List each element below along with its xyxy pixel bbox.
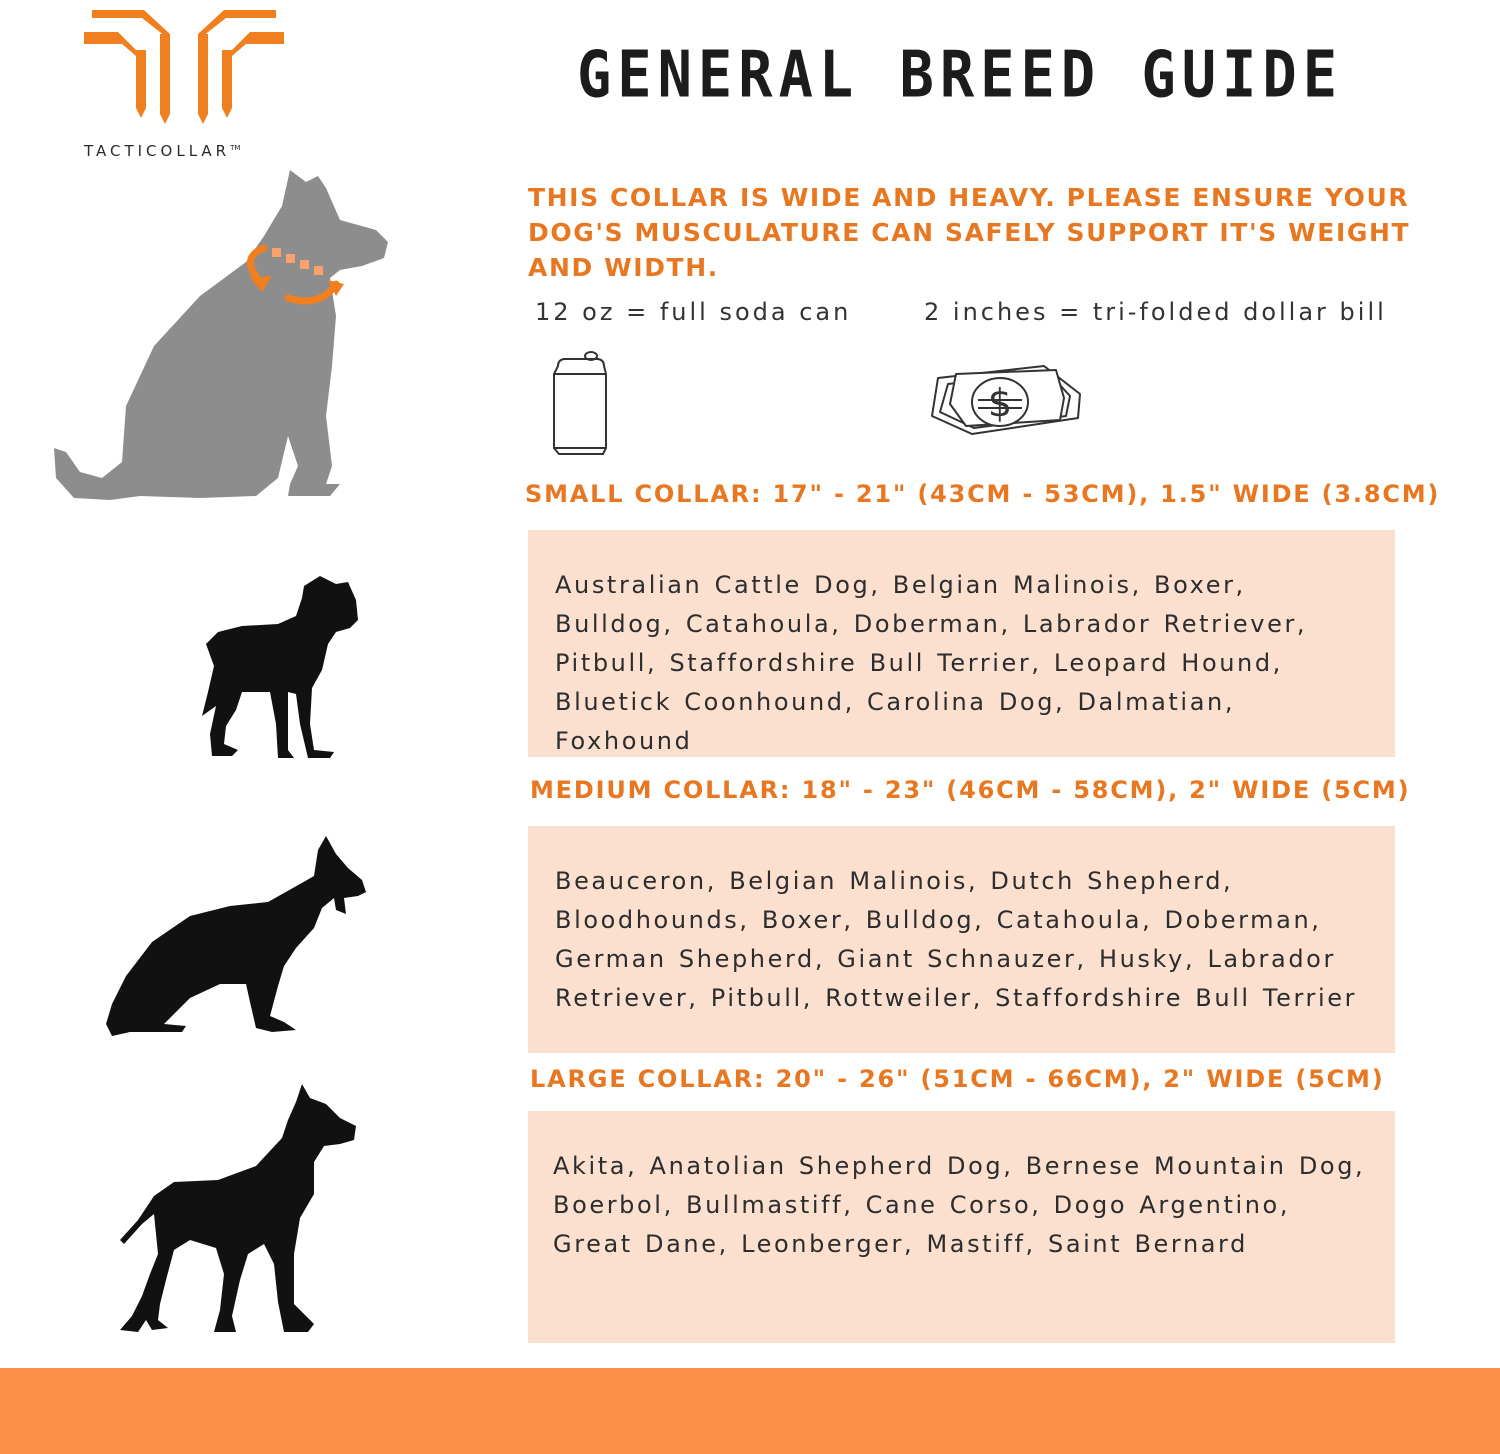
medium-collar-breed-box (528, 826, 1395, 1053)
sitting-dog-with-collar-icon (50, 166, 390, 502)
width-comparison: 2 inches = tri-folded dollar bill (924, 298, 1387, 326)
medium-collar-heading: MEDIUM COLLAR: 18" - 23" (46CM - 58CM), 2" WIDE (5CM) (530, 776, 1411, 804)
small-collar-breed-box (528, 530, 1395, 757)
large-collar-heading: LARGE COLLAR: 20" - 26" (51CM - 66CM), 2" WIDE (5CM) (530, 1065, 1385, 1093)
large-collar-breed-box (528, 1111, 1395, 1343)
weight-comparison: 12 oz = full soda can (535, 298, 852, 326)
large-collar-breeds: Akita, Anatolian Shepherd Dog, Bernese Mountain Dog, Boerbol, Bullmastiff, Cane Corso, Dogo Argentino, Great Dane, Leonberger, Mastiff, Saint Bernard (553, 1152, 1366, 1258)
small-collar-breeds: Australian Cattle Dog, Belgian Malinois, Boxer, Bulldog, Catahoula, Doberman, Labrador Retriever, Pitbull, Staffordshire Bull Terrier, Leopard Hound, Bluetick Coonhound, Carolina Dog, Dalmatian, Foxhound (555, 571, 1308, 755)
great-dane-silhouette-icon (118, 1084, 358, 1336)
tacticollar-logo-icon (84, 4, 284, 126)
german-shepherd-silhouette-icon (100, 836, 370, 1038)
folded-dollar-bill-icon (928, 364, 1086, 440)
boxer-silhouette-icon (196, 574, 361, 758)
footer-bar (0, 1368, 1500, 1454)
brand-name: TACTICOLLAR™ (84, 142, 241, 160)
page-title: GENERAL BREED GUIDE (576, 38, 1344, 112)
weight-warning: THIS COLLAR IS WIDE AND HEAVY. PLEASE ENSURE YOUR DOG'S MUSCULATURE CAN SAFELY SUPPORT IT'S WEIGHT AND WIDTH. (528, 183, 1411, 282)
soda-can-icon (548, 350, 612, 462)
medium-collar-breeds: Beauceron, Belgian Malinois, Dutch Shepherd, Bloodhounds, Boxer, Bulldog, Catahoula, Doberman, German Shepherd, Giant Schnauzer, Husky, Labrador Retriever, Pitbull, Rottweiler, Staffordshire Bull Terrier (555, 867, 1358, 1012)
small-collar-heading: SMALL COLLAR: 17" - 21" (43CM - 53CM), 1.5" WIDE (3.8CM) (525, 480, 1441, 508)
svg-text:$: $ (987, 381, 1013, 425)
